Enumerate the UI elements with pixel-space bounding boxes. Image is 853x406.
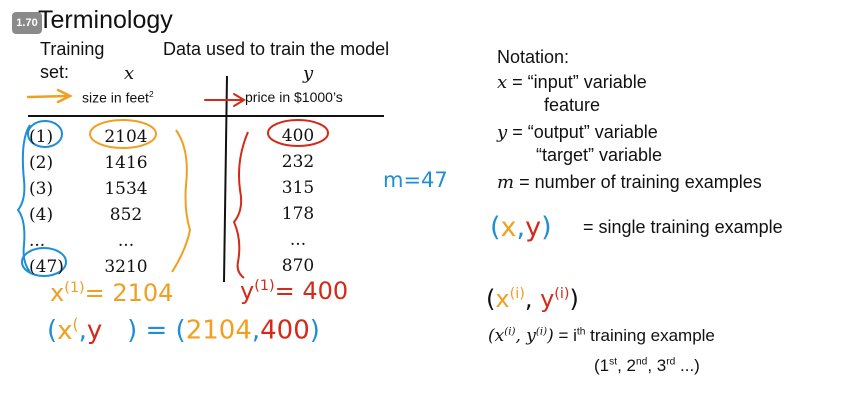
table-column-rule: [224, 76, 227, 282]
x1-equation: $x^{(1)}= 2104$: [50, 279, 174, 307]
x-header-symbol: x: [124, 63, 135, 84]
y1-equation-value: = 400: [274, 277, 349, 305]
index-2: (2): [29, 153, 54, 173]
orange-right-brace: [172, 130, 190, 272]
notation-m-text: = number of training examples: [519, 172, 762, 192]
pair-handwritten: (x,y): [490, 212, 552, 243]
description-text: Data used to train the model: [163, 39, 390, 59]
y-value: 178: [281, 204, 315, 224]
index-1: (1): [29, 127, 54, 147]
y-value: 315: [281, 178, 315, 198]
notation-y-text: = “output” variable: [512, 122, 658, 142]
pair-rhs-2104: 2104: [185, 315, 252, 346]
y-value: 400: [281, 126, 315, 146]
index-47: (47): [29, 257, 64, 277]
ith-label: = i: [558, 326, 577, 345]
x-value: 2104: [104, 127, 148, 147]
notation-y-line: [497, 122, 658, 143]
x-value: 1534: [104, 179, 148, 199]
notation-x-feature: feature: [544, 95, 601, 115]
y1-equation: $y^{(1)}= 400$: [240, 277, 349, 305]
ith-pair-symbol: ($x^{(i)}$, $y^{(i)}$): [488, 326, 554, 346]
x-value: 852: [109, 205, 143, 225]
index-ellipsis: ...: [29, 231, 46, 251]
slide-title: Terminology: [38, 6, 173, 34]
notation-x-symbol: x: [497, 72, 508, 93]
notation-y-symbol: y: [497, 122, 508, 143]
index-3: (3): [29, 179, 54, 199]
training-set-label-2: set:: [40, 62, 70, 82]
red-left-brace: [234, 132, 248, 278]
ordinals-line: (1st, 2nd, 3rd ...): [594, 356, 700, 375]
notation-m-symbol: m: [497, 172, 515, 193]
pair-equation: (x(,y ) = (2104,400): [47, 315, 320, 346]
y-column-label: price in $1000’s: [245, 89, 343, 105]
x-column-label-sup: 2: [148, 89, 154, 99]
index-4: (4): [29, 205, 54, 225]
x1-equation-value: = 2104: [84, 279, 174, 307]
ith-pair-handwritten: ($x^{(i)}$, $y^{(i)}$): [486, 285, 579, 313]
red-arrow-icon: [205, 94, 244, 106]
y-value: ...: [289, 230, 307, 250]
x-values-column: [96, 124, 156, 280]
x-value: ...: [117, 231, 135, 251]
index-column: [29, 124, 64, 280]
ith-training-example-line: [488, 326, 715, 346]
x-value: 1416: [104, 153, 148, 173]
slide-number-badge: 1.70: [12, 12, 42, 34]
single-training-example-text: = single training example: [583, 217, 783, 237]
ith-sup: th: [576, 326, 586, 338]
x-value: 3210: [104, 257, 148, 277]
y-value: 232: [281, 152, 315, 172]
notation-m-line: [497, 172, 762, 193]
x-column-label-text: size in feet: [82, 89, 149, 106]
notation-y-target: “target” variable: [536, 145, 663, 165]
pair-rhs-400: 400: [260, 315, 310, 346]
notation-x-line: [497, 72, 647, 93]
notation-x-text: = “input” variable: [512, 72, 647, 92]
orange-arrow-icon: [28, 90, 70, 102]
training-set-label: Training: [40, 39, 105, 59]
y-value: 870: [281, 256, 315, 276]
m-equals-47: m=47: [383, 168, 448, 192]
notation-heading: Notation:: [497, 47, 570, 67]
y-header-symbol: y: [303, 63, 314, 84]
y-values-column: [272, 123, 324, 279]
ith-suffix: training example: [590, 326, 715, 345]
